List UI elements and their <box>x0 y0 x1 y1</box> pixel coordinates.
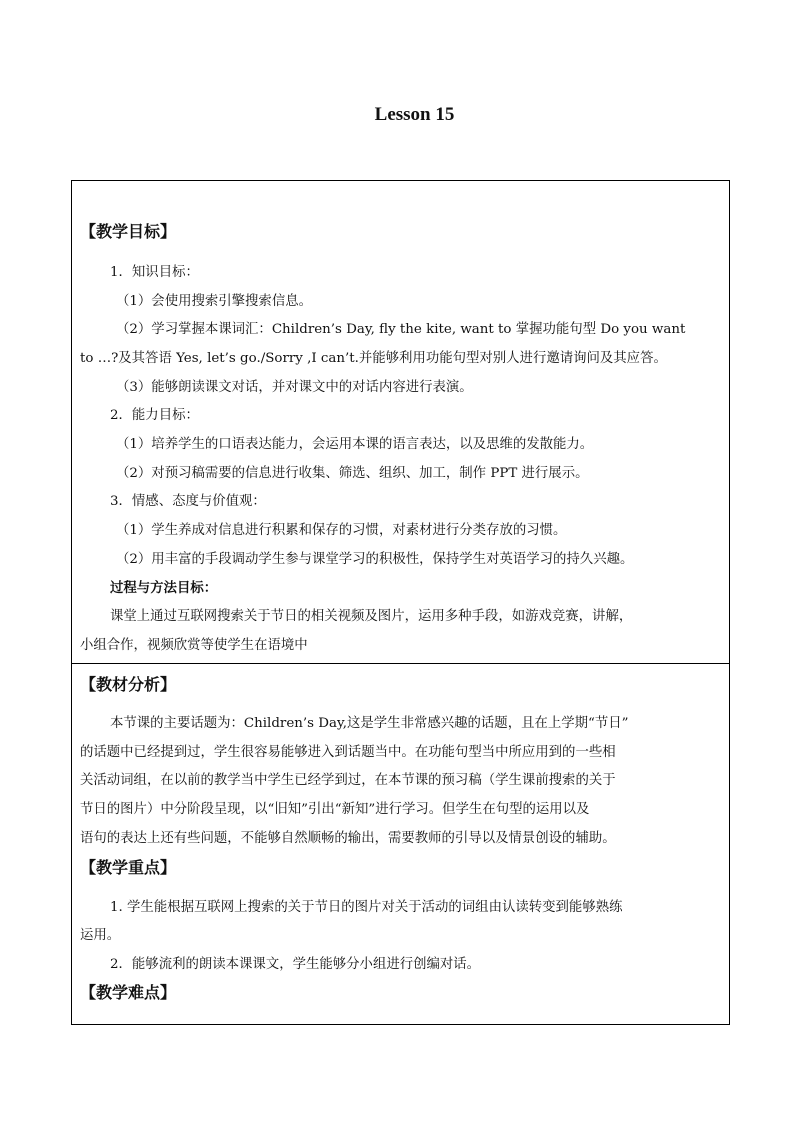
emotion-item-2: （2）用丰富的手段调动学生参与课堂学习的积极性，保持学生对英语学习的持久兴趣。 <box>116 552 634 567</box>
analysis-line-2: 的话题中已经提到过，学生很容易能够进入到话题当中。在功能句型当中所应用到的一些相 <box>80 745 616 760</box>
key-point-2: 2．能够流利的朗读本课课文，学生能够分小组进行创编对话。 <box>110 957 481 972</box>
knowledge-item-1: （1）会使用搜索引擎搜索信息。 <box>116 294 312 309</box>
objectives-cell <box>72 181 729 663</box>
emotion-title: 3．情感、态度与价值观： <box>110 494 266 509</box>
key-point-1-line1: 1. 学生能根据互联网上搜索的关于节日的图片对关于活动的词组由认读转变到能够熟练 <box>110 900 623 915</box>
knowledge-item-2-line1: （2）学习掌握本课词汇：Children’s Day, fly the kite, want to 掌握功能句型 Do you want <box>116 322 686 337</box>
process-line-2: 小组合作，视频欣赏等使学生在语境中 <box>80 638 308 653</box>
emotion-item-1: （1）学生养成对信息进行积累和保存的习惯，对素材进行分类存放的习惯。 <box>116 523 567 538</box>
objectives-heading: 【教学目标】 <box>80 222 177 241</box>
process-title: 过程与方法目标： <box>110 580 218 596</box>
analysis-line-3: 关活动词组，在以前的教学当中学生已经学到过，在本节课的预习稿（学生课前搜索的关于 <box>80 773 616 788</box>
knowledge-item-3: （3）能够朗读课文对话，并对课文中的对话内容进行表演。 <box>116 380 473 395</box>
analysis-line-4: 节日的图片）中分阶段呈现，以“旧知”引出“新知”进行学习。但学生在句型的运用以及 <box>80 802 590 817</box>
key-points-heading: 【教学重点】 <box>80 858 177 877</box>
ability-item-1: （1）培养学生的口语表达能力，会运用本课的语言表达，以及思维的发散能力。 <box>116 437 594 452</box>
lesson-plan-table <box>71 180 730 1025</box>
analysis-line-5: 语句的表达上还有些问题，不能够自然顺畅的输出，需要教师的引导以及情景创设的辅助。 <box>80 831 616 846</box>
ability-title: 2．能力目标： <box>110 408 199 423</box>
page-title: Lesson 15 <box>374 104 455 125</box>
analysis-line-1: 本节课的主要话题为：Children’s Day,这是学生非常感兴趣的话题，且在上学期“节日” <box>110 716 629 731</box>
process-line-1: 课堂上通过互联网搜索关于节日的相关视频及图片，运用多种手段，如游戏竞赛，讲解， <box>110 609 633 624</box>
analysis-heading: 【教材分析】 <box>80 675 177 694</box>
knowledge-title: 1．知识目标： <box>110 265 199 280</box>
difficult-points-heading: 【教学难点】 <box>80 983 177 1002</box>
analysis-cell <box>72 663 729 1026</box>
ability-item-2: （2）对预习稿需要的信息进行收集、筛选、组织、加工，制作 PPT 进行展示。 <box>116 466 589 481</box>
knowledge-item-2-line2: to …?及其答语 Yes, let’s go./Sorry ,I can’t.并能够利用功能句型对别人进行邀请询问及其应答。 <box>80 351 667 366</box>
key-point-1-line2: 运用。 <box>80 928 121 943</box>
